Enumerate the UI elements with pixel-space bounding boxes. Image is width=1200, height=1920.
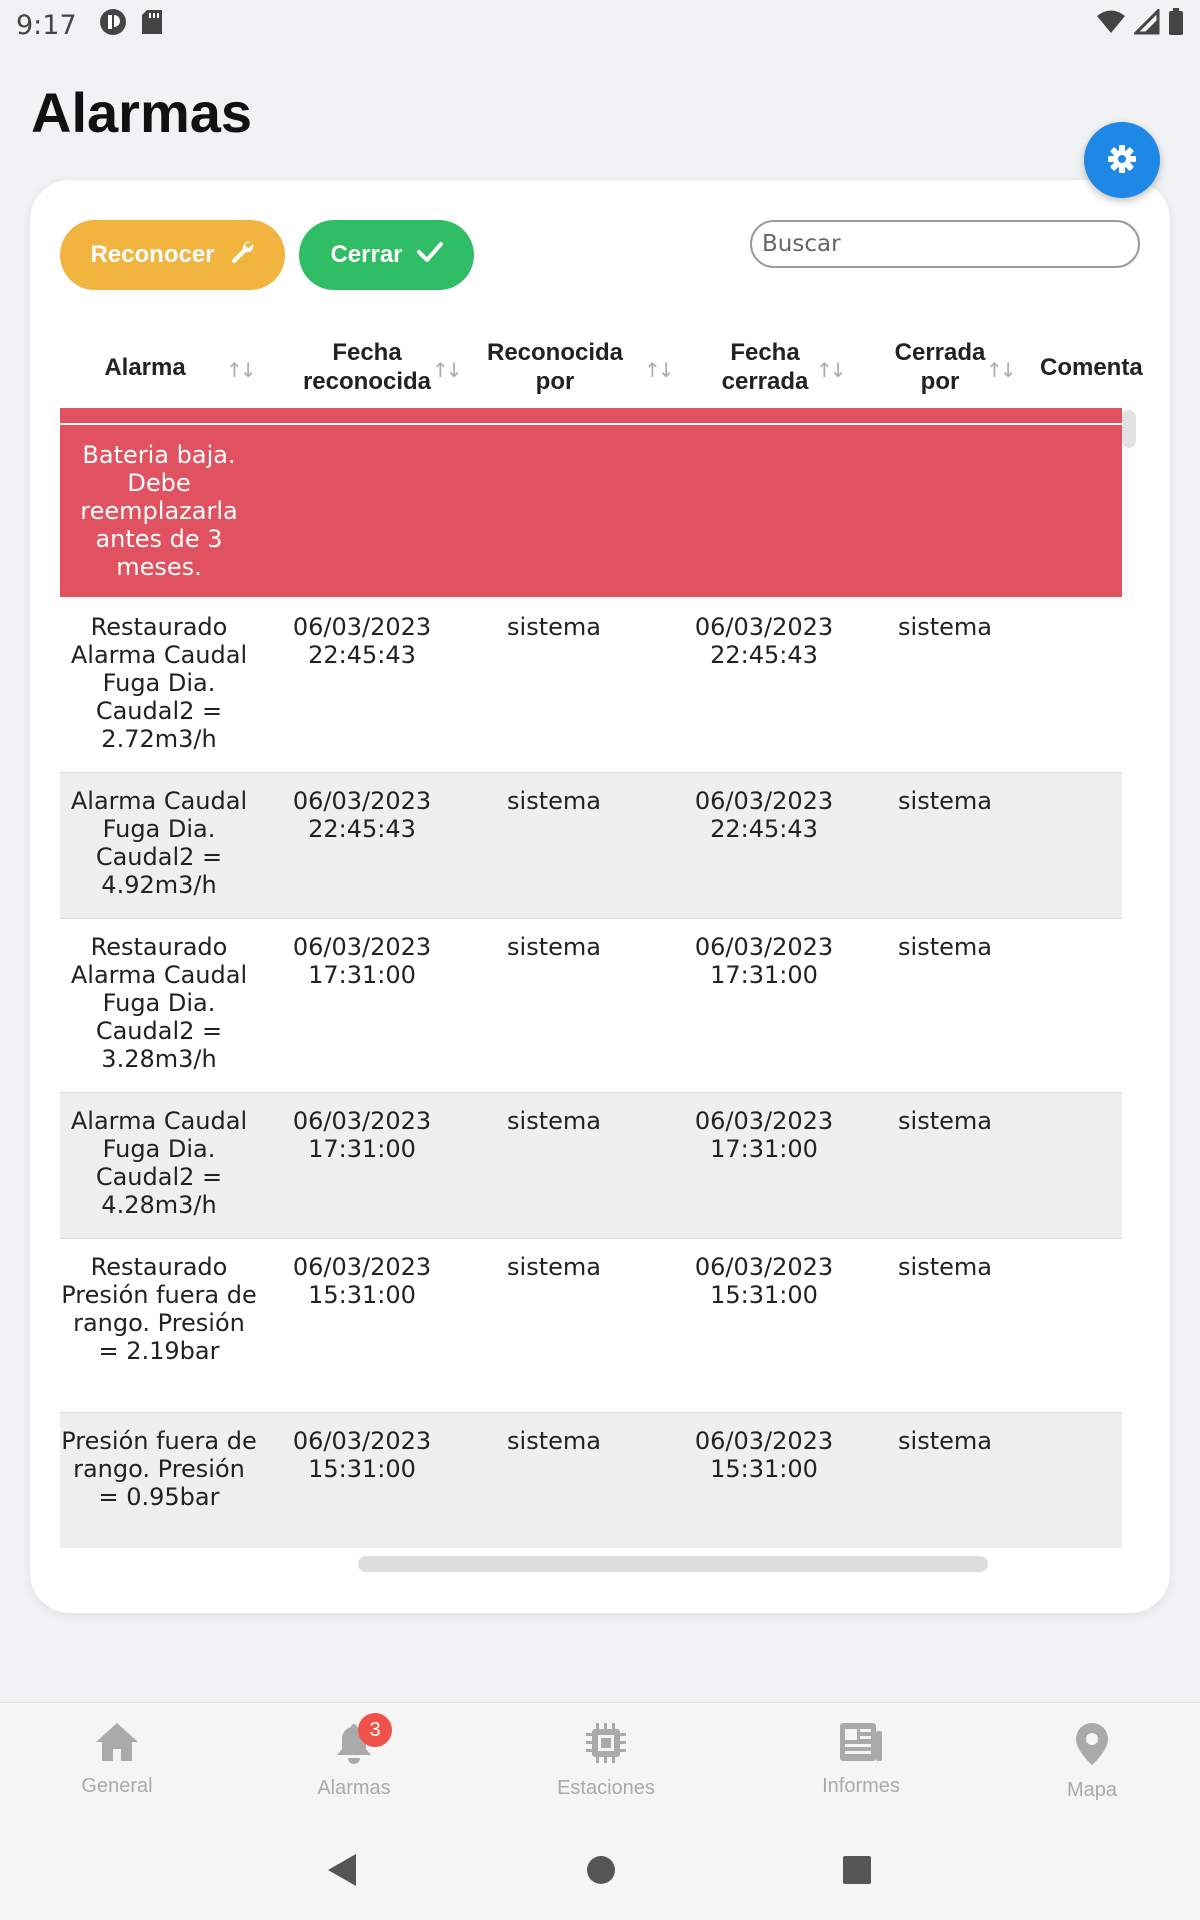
search-input[interactable] xyxy=(750,220,1140,268)
cell-alarm: Restaurado Presión fuera de rango. Presión = 2.19bar xyxy=(61,1253,257,1365)
cell-fecha-cerrada: 06/03/2023 22:45:43 xyxy=(694,613,834,669)
cell-reconocida-por: sistema xyxy=(507,1107,601,1135)
status-bar xyxy=(0,0,1200,50)
table-row-highlighted[interactable] xyxy=(60,425,1122,599)
column-header-cerrada-por[interactable]: Cerrada por xyxy=(894,339,986,395)
home-button-icon[interactable] xyxy=(586,1852,616,1892)
table-row[interactable] xyxy=(60,1413,1122,1548)
nav-label: Alarmas xyxy=(317,1777,391,1799)
cell-alarm: Restaurado Alarma Caudal Fuga Dia. Caudal2 = 2.72m3/h xyxy=(70,613,248,753)
back-icon[interactable] xyxy=(326,1852,358,1892)
table-row[interactable] xyxy=(60,1093,1122,1239)
cell-reconocida-por: sistema xyxy=(507,933,601,961)
sort-icon[interactable]: ↑↓ xyxy=(816,358,844,382)
cell-alarm: Alarma Caudal Fuga Dia. Caudal2 = 4.28m3/h xyxy=(70,1107,248,1219)
table-row[interactable] xyxy=(60,1239,1122,1413)
cell-alarm: Restaurado Alarma Caudal Fuga Dia. Caudal2 = 3.28m3/h xyxy=(70,933,248,1073)
cell-cerrada-por: sistema xyxy=(898,1427,992,1455)
sort-icon[interactable]: ↑↓ xyxy=(986,358,1014,382)
wifi-icon xyxy=(1096,9,1126,42)
cell-fecha-reconocida: 06/03/2023 15:31:00 xyxy=(292,1427,432,1483)
column-header-fecha-reconocida[interactable]: Fecha reconocida xyxy=(302,339,432,395)
vertical-scrollbar[interactable] xyxy=(1122,410,1136,448)
cell-reconocida-por: sistema xyxy=(507,1427,601,1455)
sort-icon[interactable]: ↑↓ xyxy=(644,358,672,382)
sd-card-icon xyxy=(141,9,163,42)
nav-label: Estaciones xyxy=(557,1777,655,1799)
table-row[interactable] xyxy=(60,919,1122,1093)
cell-reconocida-por: sistema xyxy=(507,613,601,641)
signal-icon xyxy=(1134,9,1160,42)
cell-fecha-reconocida: 06/03/2023 22:45:43 xyxy=(292,787,432,843)
table-row[interactable] xyxy=(60,599,1122,773)
nav-label: Mapa xyxy=(1066,1779,1118,1801)
cell-fecha-cerrada: 06/03/2023 22:45:43 xyxy=(694,787,834,843)
bottom-navigation xyxy=(0,1702,1200,1830)
cell-fecha-cerrada: 06/03/2023 17:31:00 xyxy=(694,933,834,989)
nav-item-estaciones[interactable] xyxy=(526,1721,686,1800)
column-header-comentarios[interactable]: Comenta xyxy=(1040,353,1143,381)
cell-alarm: Bateria baja. Debe reemplazarla antes de 3 meses. xyxy=(80,441,238,581)
table-row[interactable] xyxy=(60,773,1122,919)
settings-button[interactable] xyxy=(1084,122,1160,198)
cell-fecha-cerrada: 06/03/2023 15:31:00 xyxy=(694,1253,834,1309)
column-header-reconocida-por[interactable]: Reconocida por xyxy=(486,339,624,395)
horizontal-scrollbar[interactable] xyxy=(358,1556,988,1572)
cell-cerrada-por: sistema xyxy=(898,787,992,815)
alarms-card xyxy=(30,180,1170,1613)
recognize-button-label: Reconocer xyxy=(90,241,215,268)
status-time: 9:17 xyxy=(16,9,77,41)
system-navigation-bar xyxy=(0,1830,1200,1920)
status-icons xyxy=(1096,8,1184,43)
home-icon xyxy=(94,1721,140,1769)
sort-icon[interactable]: ↑↓ xyxy=(432,358,460,382)
cell-fecha-cerrada: 06/03/2023 15:31:00 xyxy=(694,1427,834,1483)
alarms-table xyxy=(60,318,1150,1548)
cell-alarm: Presión fuera de rango. Presión = 0.95bar xyxy=(61,1427,257,1511)
cell-reconocida-por: sistema xyxy=(507,1253,601,1281)
chip-icon xyxy=(584,1721,628,1771)
recents-icon[interactable] xyxy=(842,1852,872,1892)
cell-fecha-reconocida: 06/03/2023 22:45:43 xyxy=(292,613,432,669)
table-body xyxy=(60,400,1122,1548)
sort-icon[interactable]: ↑↓ xyxy=(226,358,254,382)
app-notification-icon xyxy=(99,8,127,43)
cell-fecha-reconocida: 06/03/2023 17:31:00 xyxy=(292,1107,432,1163)
check-icon xyxy=(417,241,443,270)
nav-item-mapa[interactable] xyxy=(1012,1721,1172,1802)
cell-alarm: Alarma Caudal Fuga Dia. Caudal2 = 4.92m3/h xyxy=(70,787,248,899)
cell-cerrada-por: sistema xyxy=(898,1253,992,1281)
recognize-button[interactable] xyxy=(60,220,285,290)
notification-badge: 3 xyxy=(358,1713,392,1747)
table-header xyxy=(60,318,1150,408)
cell-cerrada-por: sistema xyxy=(898,933,992,961)
close-button-label: Cerrar xyxy=(330,241,403,268)
gear-icon xyxy=(1107,144,1137,177)
nav-item-alarmas[interactable] xyxy=(274,1718,434,1800)
page-title: Alarmas xyxy=(31,81,253,144)
nav-label: Informes xyxy=(822,1775,900,1797)
cell-fecha-cerrada: 06/03/2023 17:31:00 xyxy=(694,1107,834,1163)
column-header-fecha-cerrada[interactable]: Fecha cerrada xyxy=(721,339,809,395)
nav-label: General xyxy=(81,1775,153,1797)
cell-fecha-reconocida: 06/03/2023 15:31:00 xyxy=(292,1253,432,1309)
cell-cerrada-por: sistema xyxy=(898,1107,992,1135)
column-header-alarma[interactable]: Alarma xyxy=(104,353,186,381)
cell-reconocida-por: sistema xyxy=(507,787,601,815)
nav-item-informes[interactable] xyxy=(781,1721,941,1798)
close-button[interactable] xyxy=(299,220,474,290)
nav-item-general[interactable] xyxy=(37,1721,197,1798)
wrench-icon xyxy=(229,239,255,272)
report-icon xyxy=(838,1721,884,1769)
cell-fecha-reconocida: 06/03/2023 17:31:00 xyxy=(292,933,432,989)
battery-icon xyxy=(1168,8,1184,43)
map-pin-icon xyxy=(1074,1721,1110,1773)
cell-cerrada-por: sistema xyxy=(898,613,992,641)
